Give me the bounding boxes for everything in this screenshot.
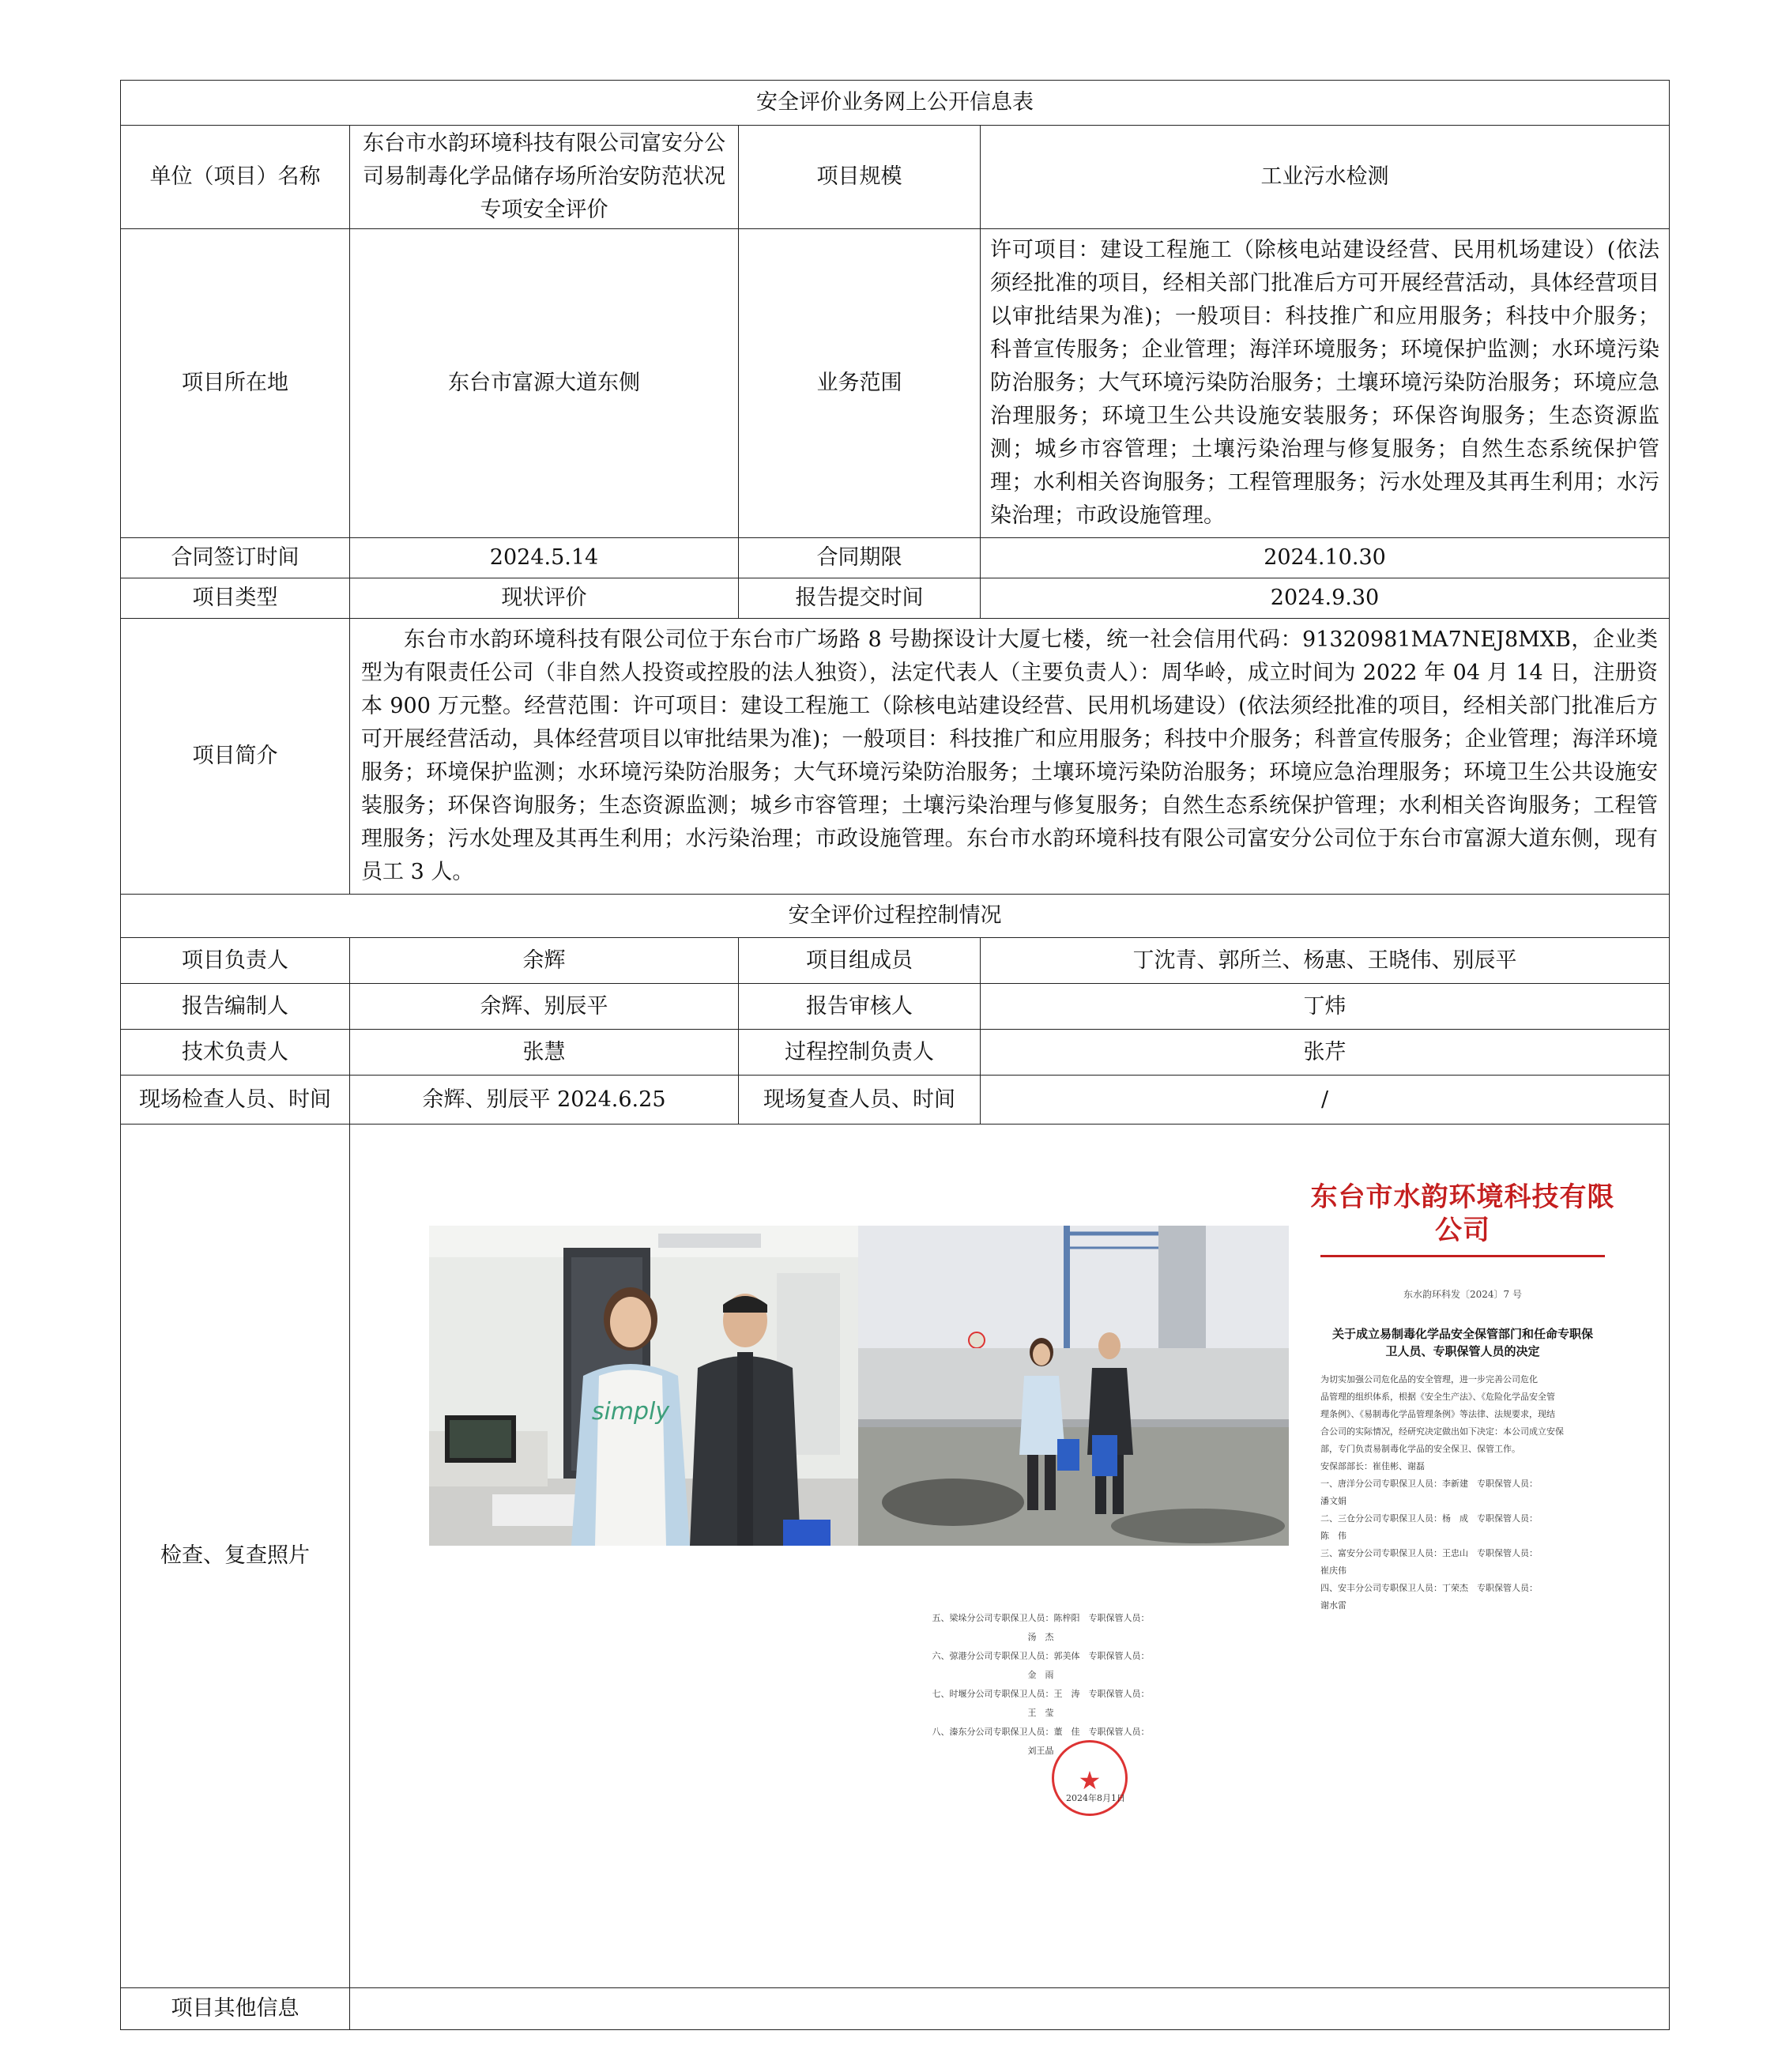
- onsite-check-value: 余辉、别辰平 2024.6.25: [350, 1076, 739, 1125]
- report-reviewer-value: 丁炜: [981, 984, 1670, 1030]
- decision-document-page2: [887, 1599, 1188, 1837]
- process-lead-value: 张芹: [981, 1030, 1670, 1076]
- document-date: 2024年8月1日: [1066, 1793, 1125, 1803]
- tech-lead-value: 张慧: [350, 1030, 739, 1076]
- process-lead-label: 过程控制负责人: [739, 1030, 981, 1076]
- document-number: 东水韵环科发〔2024〕7 号: [1403, 1289, 1522, 1300]
- document-company-header: 东台市水韵环境科技有限公司: [1310, 1181, 1615, 1246]
- other-info-value: [350, 1988, 1670, 2030]
- process-control-heading: 安全评价过程控制情况: [121, 895, 1670, 938]
- contract-period-label: 合同期限: [739, 538, 981, 578]
- recheck-label: 现场复查人员、时间: [739, 1076, 981, 1125]
- unit-name-value: 东台市水韵环境科技有限公司富安分公司易制毒化学品储存场所治安防范状况专项安全评价: [350, 126, 739, 229]
- contract-date-label: 合同签订时间: [121, 538, 350, 578]
- photos-cell: [350, 1125, 1670, 1988]
- project-scale-label: 项目规模: [739, 126, 981, 229]
- outdoor-inspection-photo: [858, 1226, 1289, 1546]
- contract-period-value: 2024.10.30: [981, 538, 1670, 578]
- report-submit-value: 2024.9.30: [981, 578, 1670, 619]
- onsite-check-label: 现场检查人员、时间: [121, 1076, 350, 1125]
- decision-document-page1: [1305, 1155, 1621, 1611]
- team-members-label: 项目组成员: [739, 938, 981, 984]
- report-reviewer-label: 报告审核人: [739, 984, 981, 1030]
- unit-name-label: 单位（项目）名称: [121, 126, 350, 229]
- team-members-value: 丁沈青、郭所兰、杨惠、王晓伟、别辰平: [981, 938, 1670, 984]
- project-scale-value: 工业污水检测: [981, 126, 1670, 229]
- tech-lead-label: 技术负责人: [121, 1030, 350, 1076]
- project-type-label: 项目类型: [121, 578, 350, 619]
- report-writer-label: 报告编制人: [121, 984, 350, 1030]
- shirt-text: simply: [591, 1398, 670, 1426]
- table-title: 安全评价业务网上公开信息表: [121, 81, 1670, 126]
- document-page2-body: 五、梁垛分公司专职保卫人员：陈梓阳 专职保管人员： 汤 杰 六、弶港分公司专职保卫人员：郭美体 专职保管人员： 金 雨 七、时堰分公司专职保卫人员：王 涛 专职保管人员： 王 莹 八、溱东分公司专职保卫人员：董 佳 专职保管人员： 刘王晶: [932, 1613, 1150, 1756]
- intro-label: 项目简介: [121, 619, 350, 895]
- project-lead-value: 余辉: [350, 938, 739, 984]
- intro-value: 东台市水韵环境科技有限公司位于东台市广场路 8 号勘探设计大厦七楼，统一社会信用代码：91320981MA7NEJ8MXB，企业类型为有限责任公司（非自然人投资或控股的法人独资），法定代表人（主要负责人）：周华岭，成立时间为 2022 年 04 月 14 日，注册资本 900 万元整。经营范围：许可项目：建设工程施工（除核电站建设经营、民用机场建设）(依法须经批准的项目，经相关部门批准后方可开展经营活动，具体经营项目以审批结果为准)；一般项目：科技推广和应用服务；科技中介服务；科普宣传服务；企业管理；海洋环境服务；环境保护监测；水环境污染防治服务；大气环境污染防治服务；土壤环境污染防治服务；环境应急治理服务；环境卫生公共设施安装服务；环保咨询服务；生态资源监测；城乡市容管理；土壤污染治理与修复服务；自然生态系统保护管理；水利相关咨询服务；工程管理服务；污水处理及其再生利用；水污染治理；市政设施管理。东台市水韵环境科技有限公司富安分公司位于东台市富源大道东侧，现有员工 3 人。: [350, 619, 1670, 895]
- document-title: 关于成立易制毒化学品安全保管部门和任命专职保卫人员、专职保管人员的决定: [1331, 1327, 1593, 1358]
- disclosure-table: [120, 80, 1670, 2030]
- photos-label: 检查、复查照片: [121, 1125, 350, 1988]
- location-label: 项目所在地: [121, 229, 350, 538]
- business-scope-value: 许可项目：建设工程施工（除核电站建设经营、民用机场建设）(依法须经批准的项目，经相关部门批准后方可开展经营活动，具体经营项目以审批结果为准)；一般项目：科技推广和应用服务；科技中介服务；科普宣传服务；企业管理；海洋环境服务；环境保护监测；水环境污染防治服务；大气环境污染防治服务；土壤环境污染防治服务；环境应急治理服务；环境卫生公共设施安装服务；环保咨询服务；生态资源监测；城乡市容管理；土壤污染治理与修复服务；自然生态系统保护管理；水利相关咨询服务；工程管理服务；污水处理及其再生利用；水污染治理；市政设施管理。: [981, 229, 1670, 538]
- recheck-value: /: [981, 1076, 1670, 1125]
- report-writer-value: 余辉、别辰平: [350, 984, 739, 1030]
- project-lead-label: 项目负责人: [121, 938, 350, 984]
- project-type-value: 现状评价: [350, 578, 739, 619]
- indoor-inspection-photo: [429, 1226, 858, 1546]
- company-seal: ★: [1052, 1740, 1128, 1816]
- report-submit-label: 报告提交时间: [739, 578, 981, 619]
- business-scope-label: 业务范围: [739, 229, 981, 538]
- location-value: 东台市富源大道东侧: [350, 229, 739, 538]
- document-body: 为切实加强公司危化品的安全管理，进一步完善公司危化 品管理的组织体系，根据《安全生产法》、《危险化学品安全管 理条例》、《易制毒化学品管理条例》等法律、法规要求，现结 合公司的实际情况，经研究决定做出如下决定：本公司成立安保 部，专门负责易制毒化学品的安全保卫、保管工作。 安保部部长：崔佳彬、谢磊 一、唐洋分公司专职保卫人员：李新建 专职保管人员： 潘文娟 二、三仓分公司专职保卫人员：杨 成 专职保管人员： 陈 伟 三、富安分公司专职保卫人员：王忠山 专职保管人员： 崔庆伟 四、安丰分公司专职保卫人员：丁荣杰 专职保管人员： 谢水雷: [1320, 1374, 1564, 1611]
- contract-date-value: 2024.5.14: [350, 538, 739, 578]
- other-info-label: 项目其他信息: [121, 1988, 350, 2030]
